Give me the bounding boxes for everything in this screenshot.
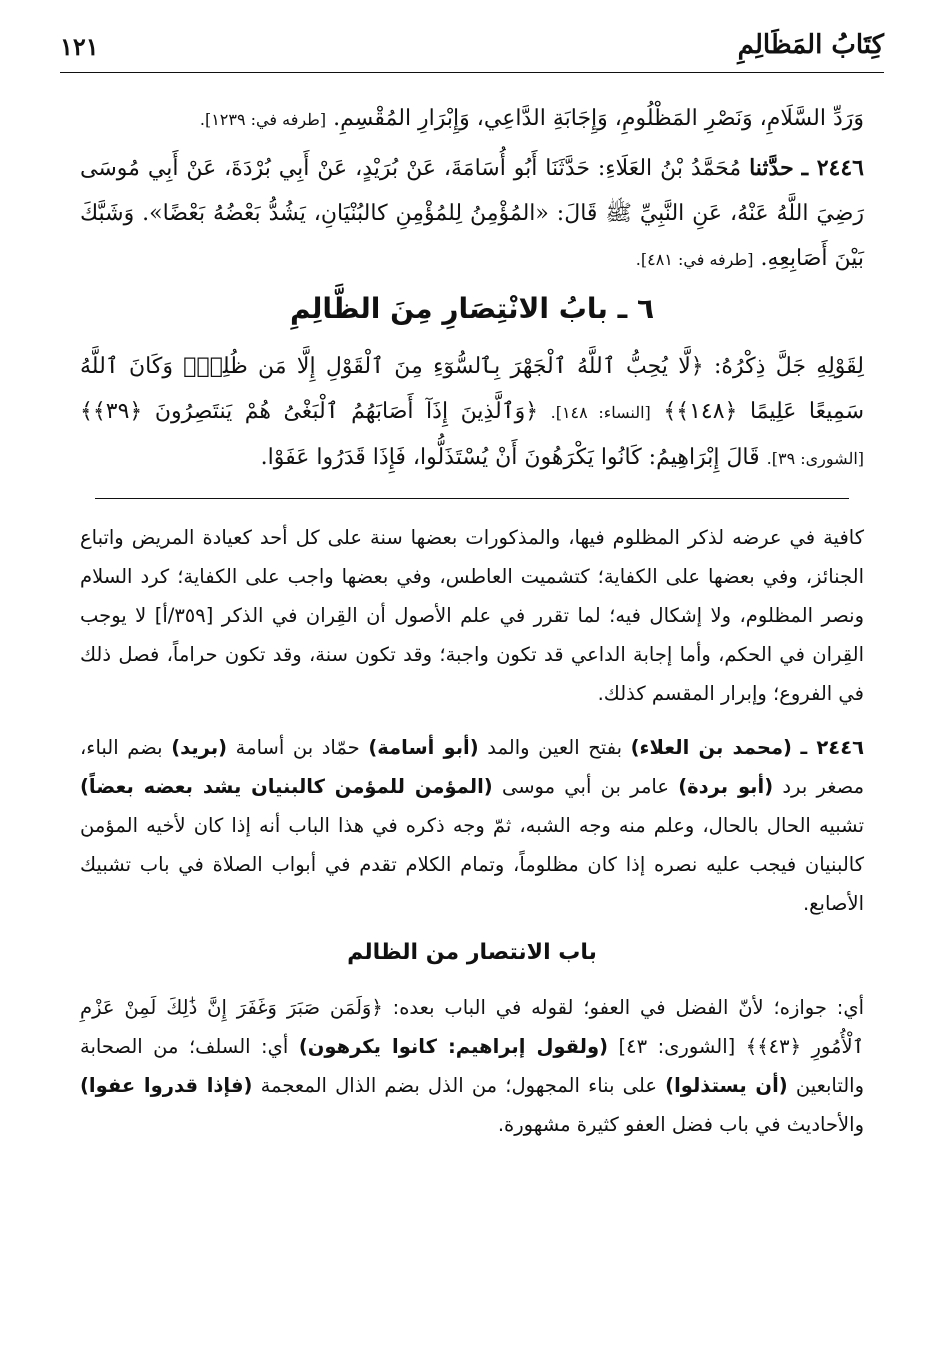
ibrahim-saying: قَالَ إِبْرَاهِيمُ: كَانُوا يَكْرَهُونَ أَنْ يُسْتَذَلُّوا، فَإِذَا قَدَرُوا عَفَوْا.	[260, 445, 760, 470]
bold-term: (فإذا قدروا عفوا)	[80, 1074, 253, 1097]
book-title: كِتَابُ المَظَالِمِ	[737, 30, 884, 60]
chapter-title: ٦ ـ بابُ الانْتِصَارِ مِنَ الظَّالِمِ	[289, 292, 655, 325]
chapter-intro	[80, 344, 864, 481]
commentary-text: حمّاد بن أسامة	[235, 736, 360, 759]
cross-reference: [طرفه في: ١٢٣٩].	[199, 110, 327, 129]
chapter-intro-text: لِقَوْلِهِ جَلَّ ذِكْرُهُ:	[714, 354, 864, 379]
narration-word: حدَّثنا	[749, 155, 794, 181]
hadith-previous-end	[80, 96, 864, 142]
bold-term: (أبو بردة)	[678, 775, 774, 798]
hadith-text: وَرَدِّ السَّلَامِ، وَنَصْرِ المَظْلُومِ، وَإِجَابَةِ الدَّاعِي، وَإِبْرَارِ المُقْسِمِ.	[333, 106, 864, 131]
bold-term: (بريد)	[171, 736, 228, 759]
commentary-section-title: باب الانتصار من الظالم	[347, 940, 597, 965]
hadith-2446	[80, 146, 864, 282]
footnote-divider	[95, 498, 849, 499]
bold-term: (أن يستذلوا)	[665, 1074, 788, 1097]
bold-term: (أبو أسامة)	[368, 736, 479, 759]
commentary-text: تشبيه الحال بالحال، وعلم منه وجه الشبه، ثمّ وجه ذكره في هذا الباب أنه إذا كان لأخيه المؤمن كالبنيان فيجب عليه نصره إذا كان مظلوماً، وتمام الكلام تقدم في أبواب الصلاة في باب تشبيك الأصابع.	[80, 814, 864, 915]
commentary-text: والأحاديث في باب فضل العفو كثيرة مشهورة.	[497, 1113, 864, 1136]
hadith-number: ٢٤٤٦ ـ	[800, 736, 865, 759]
verse-reference: [الشورى: ٤٣]	[618, 1035, 736, 1058]
verse-reference: [الشورى: ٣٩].	[766, 449, 864, 468]
commentary-paragraph	[80, 728, 864, 923]
quran-verse: ﴿وَلَمَن صَبَرَ وَغَفَرَ إِنَّ ذَٰلِكَ لَمِنْ عَزْمِ ٱلْأُمُورِ ﴿٤٣﴾﴾	[80, 996, 864, 1058]
commentary-text: أي: جوازه؛ لأنّ الفضل في العفو؛ لقوله في الباب بعده:	[392, 996, 865, 1019]
quran-verse: ﴿لَّا يُحِبُّ ٱللَّهُ ٱلْجَهْرَ بِٱلسُّوٓءِ مِنَ ٱلْقَوْلِ إِلَّا مَن ظُلِمَۚ وَكَانَ ٱللَّهُ سَمِيعًا عَلِيمًا ﴿١٤٨﴾﴾	[80, 354, 865, 424]
hadith-number: ٢٤٤٦ ـ	[801, 155, 864, 181]
verse-reference: [النساء: ١٤٨].	[550, 403, 651, 422]
hadith-matn: «المُؤْمِنُ لِلمُؤْمِنِ كالبُنْيَانِ، يَشُدُّ بَعْضُهُ بَعْضًا». وَشَبَّكَ بَيْنَ أَصَابِعِهِ.	[80, 201, 864, 271]
commentary-paragraph	[80, 988, 864, 1144]
commentary-text: عامر بن أبي موسى	[501, 775, 669, 798]
commentary-text: كافية في عرضه لذكر المظلوم فيها، والمذكورات بعضها سنة على كل أحد كعيادة المريض واتباع الجنائز، وفي بعضها على الكفاية؛ كتشميت العاطس، وفي بعضها واجب على الكفاية؛ كرد السلام ونصر المظلوم، ولا إشكال فيه؛ لما تقرر في علم الأصول أن القِران في الذكر [٣٥٩/أ] لا يوجب القِران في الحكم، وأما إجابة الداعي قد تكون واجبة؛ وقد تكون سنة، وقد تكون حراماً، فصل ذلك في الفروع؛ وإبرار المقسم كذلك.	[80, 526, 864, 705]
commentary-text: أي: السلف؛ من الصحابة والتابعين	[80, 1035, 865, 1097]
bold-term: (محمد بن العلاء)	[630, 736, 792, 759]
bold-term: (المؤمن للمؤمن كالبنيان يشد بعضه بعضاً)	[80, 775, 493, 798]
commentary-text: بفتح العين والمد	[487, 736, 622, 759]
page-number: ١٢١	[60, 32, 99, 61]
commentary-text: على بناء المجهول؛ من الذل بضم الذال المعجمة	[260, 1074, 657, 1097]
cross-reference: [طرفه في: ٤٨١].	[635, 250, 754, 269]
quran-verse: ﴿وَٱلَّذِينَ إِذَآ أَصَابَهُمُ ٱلْبَغْىُ هُمْ يَنتَصِرُونَ ﴿٣٩﴾﴾	[80, 399, 539, 424]
page-header	[60, 28, 884, 73]
bold-term: (ولقول إبراهيم: كانوا يكرهون)	[298, 1035, 609, 1058]
isnad-chain: مُحَمَّدُ بْنُ العَلَاءِ: حَدَّثَنَا أَبُو أُسَامَةَ، عَنْ بُرَيْدٍ، عَنْ أَبِي بُرْدَةَ، عَنْ أَبِي مُوسَى رَضِيَ اللَّهُ عَنْهُ، عَنِ النَّبِيِّ ﷺ قَالَ:	[80, 156, 864, 226]
commentary-text: بضم الباء، مصغر برد	[80, 736, 865, 798]
commentary-paragraph	[80, 518, 864, 713]
